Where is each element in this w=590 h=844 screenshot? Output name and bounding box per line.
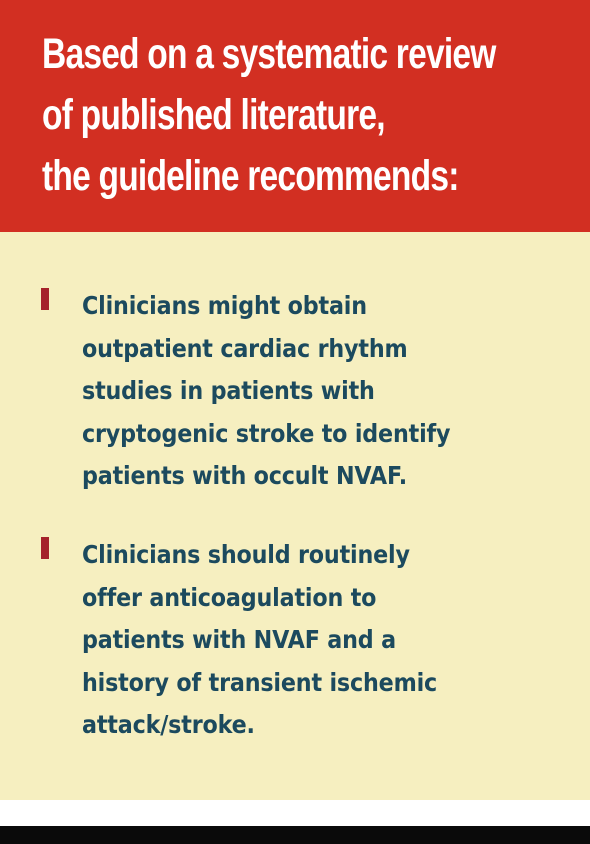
recommendation-1-line-2: outpatient cardiac rhythm — [82, 333, 408, 363]
recommendation-1-line-4: cryptogenic stroke to identify — [82, 418, 451, 448]
footer-bar — [0, 826, 590, 844]
recommendation-2-line-5: attack/stroke. — [82, 710, 255, 739]
recommendation-text-1 — [82, 285, 474, 498]
recommendation-2-line-3: patients with NVAF and a — [82, 625, 396, 654]
header-line-1: Based on a systematic review — [42, 30, 496, 78]
square-bullet-icon — [41, 288, 49, 310]
header-line-2: of published literature, — [42, 91, 385, 139]
recommendation-2-line-4: history of transient ischemic — [82, 667, 438, 697]
recommendation-1-line-5: patients with occult NVAF. — [82, 461, 407, 490]
recommendation-1-line-3: studies in patients with — [82, 376, 375, 405]
header-line-3: the guideline recommends: — [42, 152, 459, 200]
header-banner — [0, 0, 590, 232]
recommendation-text-2 — [82, 534, 474, 747]
square-bullet-icon — [41, 537, 49, 559]
recommendation-2-line-2: offer anticoagulation to — [82, 582, 377, 612]
recommendation-2-line-1: Clinicians should routinely — [82, 540, 410, 569]
recommendations-panel — [0, 232, 590, 800]
recommendation-1-line-1: Clinicians might obtain — [82, 291, 367, 320]
